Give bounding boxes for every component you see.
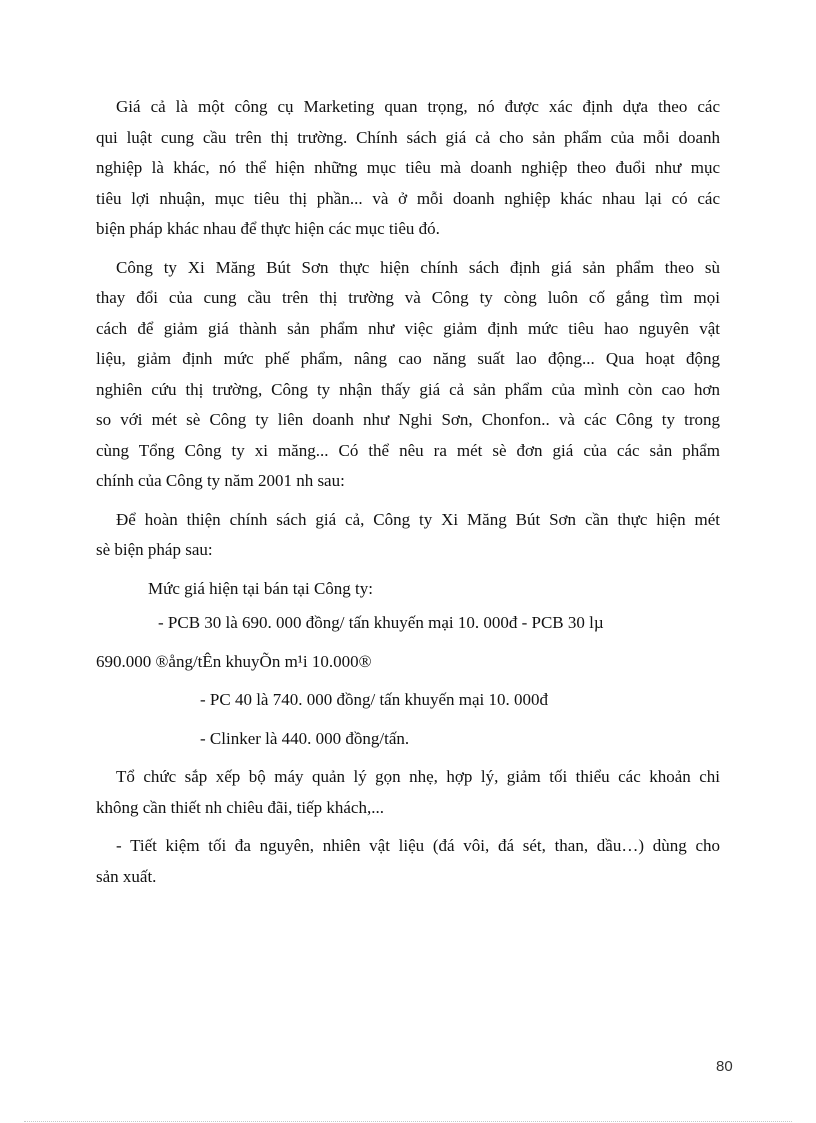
text-line: liệu, giảm định mức phế phẩm, nâng cao năng suất lao động... Qua hoạt động <box>96 349 720 368</box>
text-line: cùng Tổng Công ty xi măng... Có thể nêu ra mét sè đơn giá của các sản phẩm <box>96 440 720 460</box>
text-line: so với mét sè Công ty liên doanh như Nghi Sơn, Chonfon.. và các Công ty trong <box>96 410 720 429</box>
text-line: Tổ chức sắp xếp bộ máy quản lý gọn nhẹ, hợp lý, giảm tối thiểu các khoản chi <box>116 767 720 786</box>
page-body <box>96 92 720 900</box>
text-line: nghiệp là khác, nó thể hiện những mục tiêu mà doanh nghiệp theo đuổi như mục <box>96 158 720 177</box>
price-item-pcb30-garbled: 690.000 ®ång/tÊn khuyÕn m¹i 10.000® <box>96 651 372 671</box>
text-line: thay đổi của cung cầu trên thị trường và Công ty còng luôn cố gắng tìm mọi <box>96 288 720 307</box>
text-line: biện pháp khác nhau để thực hiện các mục tiêu đó. <box>96 219 440 238</box>
text-line: - Tiết kiệm tối đa nguyên, nhiên vật liệu (đá vôi, đá sét, than, dầu…) dùng cho <box>116 836 720 855</box>
paragraph-pricing-intro <box>96 92 720 245</box>
text-line: không cần thiết nh chiêu đãi, tiếp khách,... <box>96 797 384 817</box>
text-line: chính của Công ty năm 2001 nh sau: <box>96 471 345 490</box>
text-line: sản xuất. <box>96 866 157 886</box>
text-line: Để hoàn thiện chính sách giá cả, Công ty Xi Măng Bút Sơn cần thực hiện mét <box>116 509 720 529</box>
text-line: nghiên cứu thị trường, Công ty nhận thấy giá cả sản phẩm của mình còn cao hơn <box>96 379 720 399</box>
paragraph-organization <box>96 762 720 823</box>
page-number: 80 <box>716 1058 733 1075</box>
text-line: Giá cả là một công cụ Marketing quan trọng, nó được xác định dựa theo các <box>116 97 720 116</box>
price-item-pc40: - PC 40 là 740. 000 đồng/ tấn khuyến mại 10. 000đ <box>200 690 549 709</box>
price-list-heading: Mức giá hiện tại bán tại Công ty: <box>148 578 373 598</box>
text-line: cách để giảm giá thành sản phẩm như việc giảm định mức tiêu hao nguyên vật <box>96 318 720 338</box>
price-item-pcb30: - PCB 30 là 690. 000 đồng/ tấn khuyến mại 10. 000đ - PCB 30 lµ <box>158 613 604 632</box>
paragraph-measures-intro <box>96 505 720 566</box>
footer-divider <box>24 1121 792 1122</box>
text-line: Công ty Xi Măng Bút Sơn thực hiện chính sách định giá sản phẩm theo sù <box>116 257 720 277</box>
text-line: qui luật cung cầu trên thị trường. Chính sách giá cả cho sản phẩm của mỗi doanh <box>96 127 720 147</box>
paragraph-company-policy <box>96 253 720 497</box>
text-line: tiêu lợi nhuận, mục tiêu thị phần... và ở mỗi doanh nghiệp khác nhau lại có các <box>96 188 720 208</box>
text-line: sè biện pháp sau: <box>96 540 213 559</box>
paragraph-materials-saving <box>96 831 720 892</box>
price-item-clinker: - Clinker là 440. 000 đồng/tấn. <box>200 728 410 748</box>
